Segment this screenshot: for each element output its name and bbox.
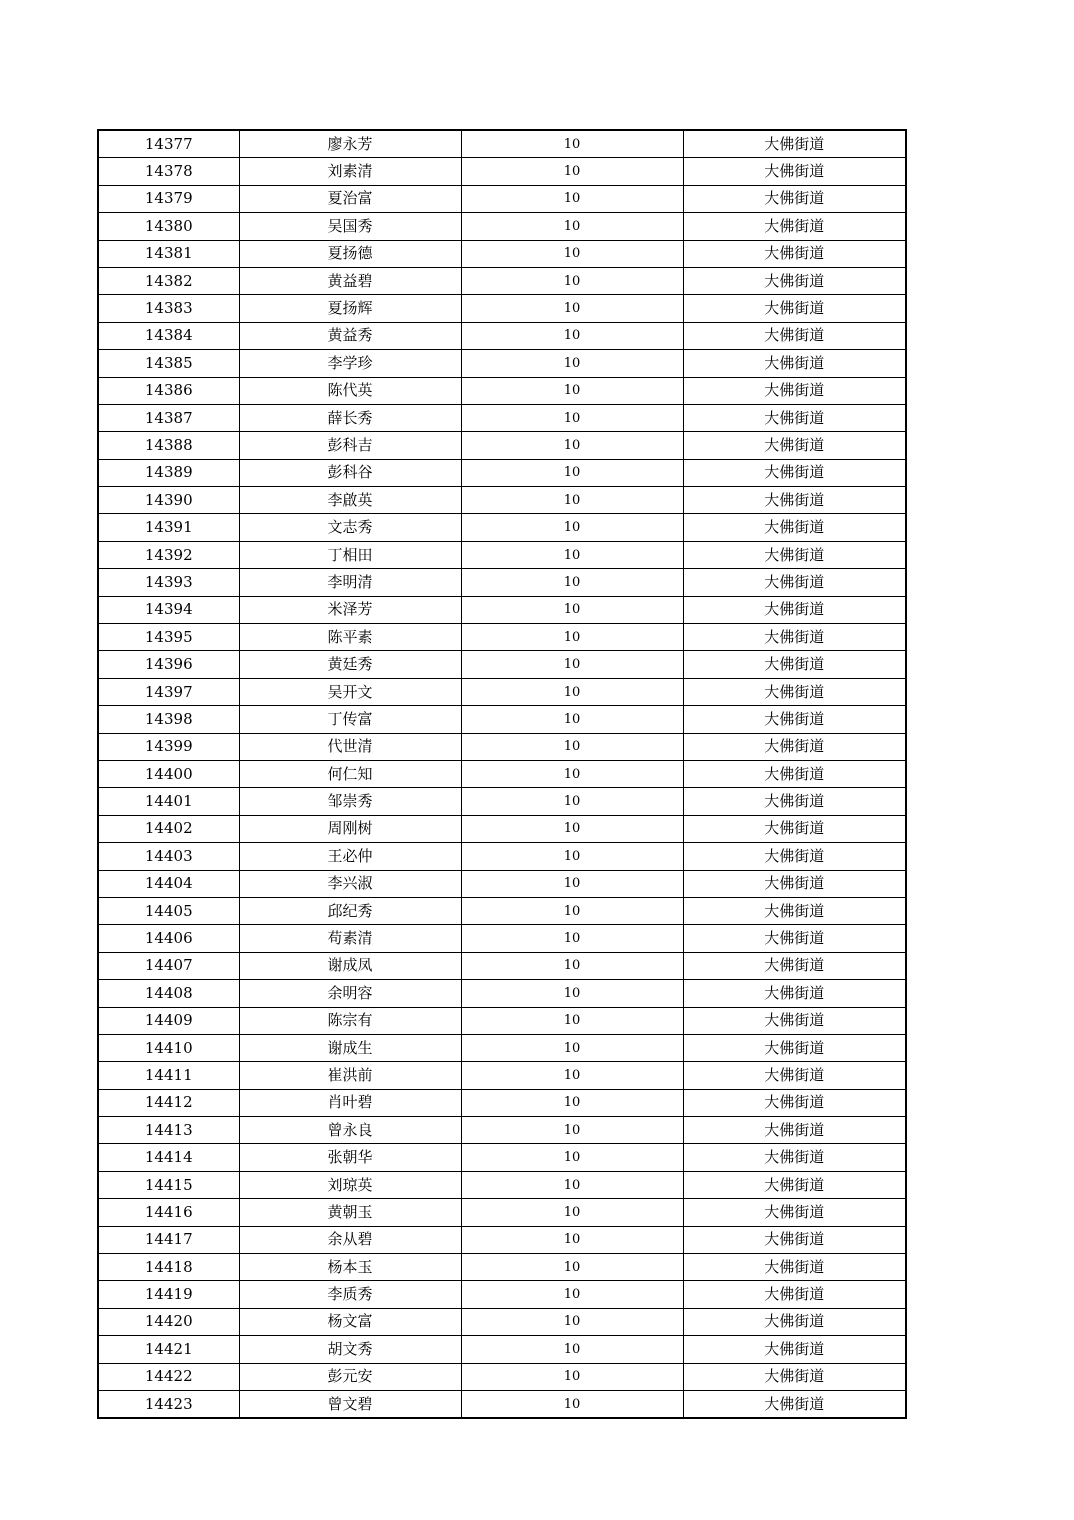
- name-cell: 谢成生: [239, 1034, 461, 1061]
- street-cell: 大佛街道: [683, 1390, 906, 1418]
- name-cell: 吴国秀: [239, 213, 461, 240]
- score-cell: 10: [461, 541, 683, 568]
- table-row: [98, 322, 906, 349]
- table-row: [98, 952, 906, 979]
- row-number-cell: 14400: [98, 760, 239, 787]
- table-row: [98, 1034, 906, 1061]
- row-number-cell: 14422: [98, 1363, 239, 1390]
- street-cell: 大佛街道: [683, 1226, 906, 1253]
- score-cell: 10: [461, 185, 683, 212]
- name-cell: 李学珍: [239, 350, 461, 377]
- data-table: [97, 129, 907, 1419]
- score-cell: 10: [461, 1281, 683, 1308]
- score-cell: 10: [461, 1117, 683, 1144]
- score-cell: 10: [461, 1171, 683, 1198]
- street-cell: 大佛街道: [683, 295, 906, 322]
- score-cell: 10: [461, 843, 683, 870]
- score-cell: 10: [461, 459, 683, 486]
- score-cell: 10: [461, 1144, 683, 1171]
- score-cell: 10: [461, 267, 683, 294]
- name-cell: 杨文富: [239, 1308, 461, 1335]
- name-cell: 周刚树: [239, 815, 461, 842]
- name-cell: 李兴淑: [239, 870, 461, 897]
- score-cell: 10: [461, 158, 683, 185]
- street-cell: 大佛街道: [683, 213, 906, 240]
- row-number-cell: 14423: [98, 1390, 239, 1418]
- table-row: [98, 788, 906, 815]
- table-row: [98, 870, 906, 897]
- row-number-cell: 14393: [98, 569, 239, 596]
- table-row: [98, 843, 906, 870]
- street-cell: 大佛街道: [683, 596, 906, 623]
- name-cell: 崔洪前: [239, 1062, 461, 1089]
- street-cell: 大佛街道: [683, 185, 906, 212]
- score-cell: 10: [461, 1007, 683, 1034]
- row-number-cell: 14404: [98, 870, 239, 897]
- street-cell: 大佛街道: [683, 1171, 906, 1198]
- score-cell: 10: [461, 1034, 683, 1061]
- row-number-cell: 14420: [98, 1308, 239, 1335]
- score-cell: 10: [461, 432, 683, 459]
- row-number-cell: 14409: [98, 1007, 239, 1034]
- name-cell: 文志秀: [239, 514, 461, 541]
- name-cell: 吴开文: [239, 678, 461, 705]
- name-cell: 胡文秀: [239, 1336, 461, 1363]
- row-number-cell: 14414: [98, 1144, 239, 1171]
- name-cell: 谢成凤: [239, 952, 461, 979]
- street-cell: 大佛街道: [683, 130, 906, 158]
- name-cell: 彭科吉: [239, 432, 461, 459]
- score-cell: 10: [461, 130, 683, 158]
- score-cell: 10: [461, 925, 683, 952]
- table-row: [98, 459, 906, 486]
- name-cell: 曾文碧: [239, 1390, 461, 1418]
- street-cell: 大佛街道: [683, 815, 906, 842]
- row-number-cell: 14385: [98, 350, 239, 377]
- street-cell: 大佛街道: [683, 1034, 906, 1061]
- row-number-cell: 14394: [98, 596, 239, 623]
- name-cell: 黄益秀: [239, 322, 461, 349]
- score-cell: 10: [461, 733, 683, 760]
- table-row: [98, 1089, 906, 1116]
- table-row: [98, 596, 906, 623]
- row-number-cell: 14408: [98, 980, 239, 1007]
- street-cell: 大佛街道: [683, 651, 906, 678]
- table-row: [98, 1199, 906, 1226]
- name-cell: 丁传富: [239, 706, 461, 733]
- name-cell: 黄朝玉: [239, 1199, 461, 1226]
- score-cell: 10: [461, 569, 683, 596]
- table-row: [98, 706, 906, 733]
- name-cell: 苟素清: [239, 925, 461, 952]
- name-cell: 廖永芳: [239, 130, 461, 158]
- table-row: [98, 1117, 906, 1144]
- score-cell: 10: [461, 651, 683, 678]
- score-cell: 10: [461, 952, 683, 979]
- street-cell: 大佛街道: [683, 569, 906, 596]
- street-cell: 大佛街道: [683, 541, 906, 568]
- street-cell: 大佛街道: [683, 925, 906, 952]
- table-row: [98, 624, 906, 651]
- score-cell: 10: [461, 322, 683, 349]
- score-cell: 10: [461, 815, 683, 842]
- score-cell: 10: [461, 760, 683, 787]
- score-cell: 10: [461, 377, 683, 404]
- table-row: [98, 925, 906, 952]
- row-number-cell: 14383: [98, 295, 239, 322]
- street-cell: 大佛街道: [683, 678, 906, 705]
- name-cell: 余从碧: [239, 1226, 461, 1253]
- name-cell: 刘琼英: [239, 1171, 461, 1198]
- row-number-cell: 14381: [98, 240, 239, 267]
- row-number-cell: 14392: [98, 541, 239, 568]
- table-row: [98, 350, 906, 377]
- row-number-cell: 14410: [98, 1034, 239, 1061]
- street-cell: 大佛街道: [683, 1254, 906, 1281]
- street-cell: 大佛街道: [683, 350, 906, 377]
- street-cell: 大佛街道: [683, 1144, 906, 1171]
- table-row: [98, 1281, 906, 1308]
- row-number-cell: 14412: [98, 1089, 239, 1116]
- name-cell: 曾永良: [239, 1117, 461, 1144]
- name-cell: 邱纪秀: [239, 897, 461, 924]
- table-row: [98, 295, 906, 322]
- name-cell: 彭科谷: [239, 459, 461, 486]
- score-cell: 10: [461, 1390, 683, 1418]
- table-row: [98, 377, 906, 404]
- street-cell: 大佛街道: [683, 1308, 906, 1335]
- name-cell: 薛长秀: [239, 404, 461, 431]
- table-row: [98, 569, 906, 596]
- score-cell: 10: [461, 678, 683, 705]
- row-number-cell: 14413: [98, 1117, 239, 1144]
- table-row: [98, 514, 906, 541]
- score-cell: 10: [461, 295, 683, 322]
- row-number-cell: 14384: [98, 322, 239, 349]
- name-cell: 彭元安: [239, 1363, 461, 1390]
- score-cell: 10: [461, 1363, 683, 1390]
- street-cell: 大佛街道: [683, 1363, 906, 1390]
- name-cell: 李质秀: [239, 1281, 461, 1308]
- score-cell: 10: [461, 1199, 683, 1226]
- name-cell: 杨本玉: [239, 1254, 461, 1281]
- street-cell: 大佛街道: [683, 1007, 906, 1034]
- table-row: [98, 651, 906, 678]
- score-cell: 10: [461, 240, 683, 267]
- row-number-cell: 14421: [98, 1336, 239, 1363]
- street-cell: 大佛街道: [683, 459, 906, 486]
- street-cell: 大佛街道: [683, 1089, 906, 1116]
- table-row: [98, 1336, 906, 1363]
- score-cell: 10: [461, 596, 683, 623]
- table-row: [98, 404, 906, 431]
- table-row: [98, 1226, 906, 1253]
- table-row: [98, 1254, 906, 1281]
- name-cell: 黄廷秀: [239, 651, 461, 678]
- row-number-cell: 14406: [98, 925, 239, 952]
- row-number-cell: 14405: [98, 897, 239, 924]
- row-number-cell: 14382: [98, 267, 239, 294]
- row-number-cell: 14379: [98, 185, 239, 212]
- street-cell: 大佛街道: [683, 870, 906, 897]
- row-number-cell: 14418: [98, 1254, 239, 1281]
- name-cell: 黄益碧: [239, 267, 461, 294]
- street-cell: 大佛街道: [683, 760, 906, 787]
- street-cell: 大佛街道: [683, 1062, 906, 1089]
- row-number-cell: 14390: [98, 487, 239, 514]
- name-cell: 陈代英: [239, 377, 461, 404]
- table-row: [98, 980, 906, 1007]
- row-number-cell: 14380: [98, 213, 239, 240]
- score-cell: 10: [461, 1226, 683, 1253]
- name-cell: 米泽芳: [239, 596, 461, 623]
- row-number-cell: 14396: [98, 651, 239, 678]
- table-row: [98, 213, 906, 240]
- name-cell: 刘素清: [239, 158, 461, 185]
- street-cell: 大佛街道: [683, 980, 906, 1007]
- table-row: [98, 158, 906, 185]
- row-number-cell: 14386: [98, 377, 239, 404]
- table-row: [98, 432, 906, 459]
- score-cell: 10: [461, 870, 683, 897]
- row-number-cell: 14403: [98, 843, 239, 870]
- street-cell: 大佛街道: [683, 322, 906, 349]
- street-cell: 大佛街道: [683, 952, 906, 979]
- row-number-cell: 14387: [98, 404, 239, 431]
- table-row: [98, 541, 906, 568]
- score-cell: 10: [461, 1336, 683, 1363]
- row-number-cell: 14377: [98, 130, 239, 158]
- table-row: [98, 185, 906, 212]
- score-cell: 10: [461, 404, 683, 431]
- score-cell: 10: [461, 897, 683, 924]
- table-row: [98, 1308, 906, 1335]
- score-cell: 10: [461, 1254, 683, 1281]
- street-cell: 大佛街道: [683, 1281, 906, 1308]
- table-row: [98, 815, 906, 842]
- name-cell: 夏扬辉: [239, 295, 461, 322]
- table-row: [98, 897, 906, 924]
- score-cell: 10: [461, 213, 683, 240]
- table-row: [98, 487, 906, 514]
- name-cell: 陈平素: [239, 624, 461, 651]
- table-row: [98, 1144, 906, 1171]
- row-number-cell: 14388: [98, 432, 239, 459]
- street-cell: 大佛街道: [683, 1199, 906, 1226]
- name-cell: 张朝华: [239, 1144, 461, 1171]
- table-row: [98, 240, 906, 267]
- score-cell: 10: [461, 788, 683, 815]
- street-cell: 大佛街道: [683, 404, 906, 431]
- table-row: [98, 1007, 906, 1034]
- name-cell: 陈宗有: [239, 1007, 461, 1034]
- street-cell: 大佛街道: [683, 733, 906, 760]
- name-cell: 夏治富: [239, 185, 461, 212]
- street-cell: 大佛街道: [683, 897, 906, 924]
- row-number-cell: 14417: [98, 1226, 239, 1253]
- row-number-cell: 14397: [98, 678, 239, 705]
- table-row: [98, 760, 906, 787]
- row-number-cell: 14398: [98, 706, 239, 733]
- row-number-cell: 14416: [98, 1199, 239, 1226]
- name-cell: 余明容: [239, 980, 461, 1007]
- name-cell: 王必仲: [239, 843, 461, 870]
- row-number-cell: 14407: [98, 952, 239, 979]
- name-cell: 李啟英: [239, 487, 461, 514]
- street-cell: 大佛街道: [683, 377, 906, 404]
- name-cell: 丁相田: [239, 541, 461, 568]
- street-cell: 大佛街道: [683, 843, 906, 870]
- score-cell: 10: [461, 1062, 683, 1089]
- street-cell: 大佛街道: [683, 158, 906, 185]
- street-cell: 大佛街道: [683, 624, 906, 651]
- row-number-cell: 14419: [98, 1281, 239, 1308]
- row-number-cell: 14401: [98, 788, 239, 815]
- street-cell: 大佛街道: [683, 240, 906, 267]
- street-cell: 大佛街道: [683, 706, 906, 733]
- table-body: [98, 130, 906, 1418]
- row-number-cell: 14402: [98, 815, 239, 842]
- street-cell: 大佛街道: [683, 267, 906, 294]
- name-cell: 何仁知: [239, 760, 461, 787]
- street-cell: 大佛街道: [683, 1336, 906, 1363]
- street-cell: 大佛街道: [683, 788, 906, 815]
- street-cell: 大佛街道: [683, 432, 906, 459]
- table-row: [98, 678, 906, 705]
- table-row: [98, 733, 906, 760]
- score-cell: 10: [461, 706, 683, 733]
- score-cell: 10: [461, 624, 683, 651]
- row-number-cell: 14395: [98, 624, 239, 651]
- score-cell: 10: [461, 1089, 683, 1116]
- score-cell: 10: [461, 487, 683, 514]
- table-row: [98, 1062, 906, 1089]
- score-cell: 10: [461, 980, 683, 1007]
- row-number-cell: 14415: [98, 1171, 239, 1198]
- street-cell: 大佛街道: [683, 1117, 906, 1144]
- score-cell: 10: [461, 1308, 683, 1335]
- name-cell: 邹崇秀: [239, 788, 461, 815]
- table-row: [98, 267, 906, 294]
- name-cell: 夏扬德: [239, 240, 461, 267]
- table-row: [98, 1363, 906, 1390]
- row-number-cell: 14411: [98, 1062, 239, 1089]
- row-number-cell: 14391: [98, 514, 239, 541]
- name-cell: 李明清: [239, 569, 461, 596]
- score-cell: 10: [461, 514, 683, 541]
- name-cell: 肖叶碧: [239, 1089, 461, 1116]
- street-cell: 大佛街道: [683, 514, 906, 541]
- row-number-cell: 14378: [98, 158, 239, 185]
- table-row: [98, 1390, 906, 1418]
- score-cell: 10: [461, 350, 683, 377]
- street-cell: 大佛街道: [683, 487, 906, 514]
- name-cell: 代世清: [239, 733, 461, 760]
- row-number-cell: 14399: [98, 733, 239, 760]
- table-row: [98, 1171, 906, 1198]
- row-number-cell: 14389: [98, 459, 239, 486]
- table-row: [98, 130, 906, 158]
